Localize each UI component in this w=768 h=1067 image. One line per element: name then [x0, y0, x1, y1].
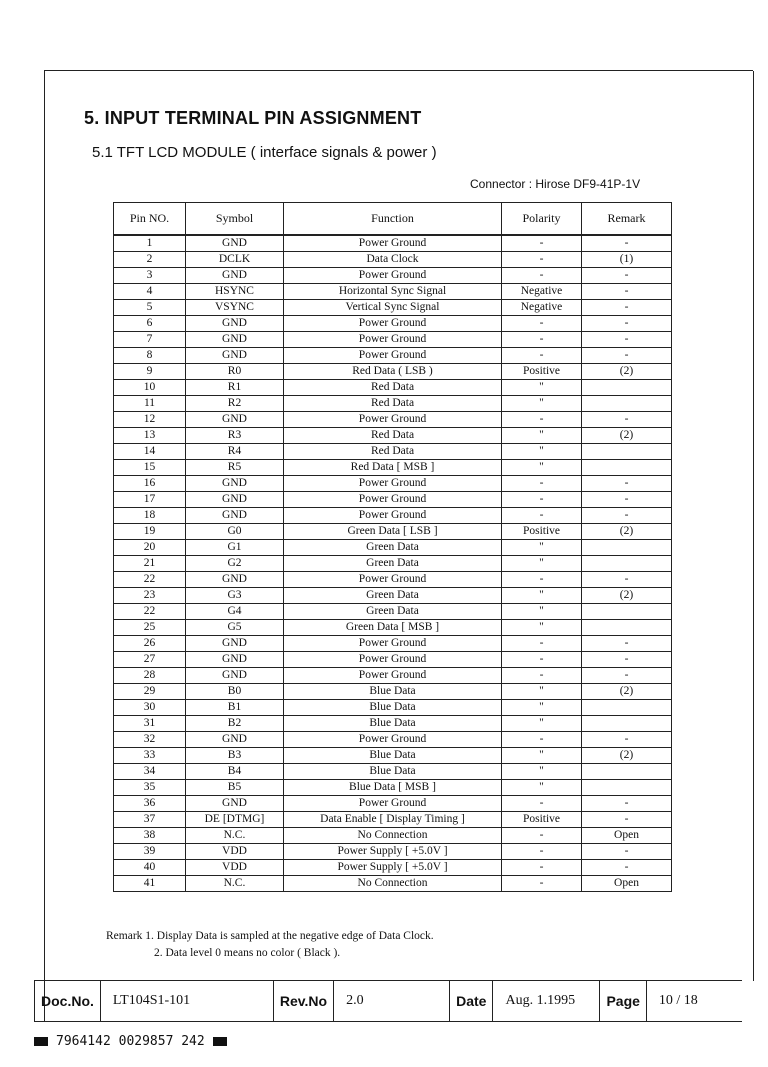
cell-symbol: GND: [186, 332, 284, 348]
cell-pin-no: 23: [114, 588, 186, 604]
cell-polarity: -: [502, 732, 582, 748]
cell-pin-no: 28: [114, 668, 186, 684]
cell-pin-no: 19: [114, 524, 186, 540]
cell-symbol: DE [DTMG]: [186, 812, 284, 828]
cell-symbol: N.C.: [186, 876, 284, 892]
table-row: [114, 860, 672, 876]
cell-pin-no: 11: [114, 396, 186, 412]
remark-2: 2. Data level 0 means no color ( Black ).: [154, 947, 341, 959]
cell-pin-no: 13: [114, 428, 186, 444]
cell-pin-no: 25: [114, 620, 186, 636]
cell-remark: [582, 780, 672, 796]
cell-polarity: ": [502, 428, 582, 444]
cell-function: Power Supply [ +5.0V ]: [284, 844, 502, 860]
header-remark: Remark: [582, 203, 672, 236]
remark-1: Remark 1. Display Data is sampled at the negative edge of Data Clock.: [106, 930, 434, 942]
cell-function: Power Supply [ +5.0V ]: [284, 860, 502, 876]
table-row: [114, 235, 672, 252]
cell-polarity: -: [502, 668, 582, 684]
cell-pin-no: 27: [114, 652, 186, 668]
header-symbol: Symbol: [186, 203, 284, 236]
cell-symbol: R4: [186, 444, 284, 460]
table-row: [114, 492, 672, 508]
cell-remark: -: [582, 796, 672, 812]
cell-function: Power Ground: [284, 668, 502, 684]
cell-symbol: VSYNC: [186, 300, 284, 316]
cell-pin-no: 6: [114, 316, 186, 332]
cell-polarity: -: [502, 476, 582, 492]
cell-symbol: G5: [186, 620, 284, 636]
cell-symbol: GND: [186, 796, 284, 812]
table-row: [114, 540, 672, 556]
cell-function: Red Data [ MSB ]: [284, 460, 502, 476]
cell-pin-no: 29: [114, 684, 186, 700]
cell-symbol: R5: [186, 460, 284, 476]
cell-remark: [582, 540, 672, 556]
table-row: [114, 796, 672, 812]
cell-polarity: ": [502, 540, 582, 556]
cell-polarity: -: [502, 636, 582, 652]
cell-symbol: GND: [186, 348, 284, 364]
cell-remark: [582, 764, 672, 780]
cell-polarity: -: [502, 316, 582, 332]
cell-remark: [582, 700, 672, 716]
cell-symbol: G2: [186, 556, 284, 572]
table-row: [114, 300, 672, 316]
date-label: Date: [449, 981, 493, 1021]
table-row: [114, 700, 672, 716]
table-row: [114, 380, 672, 396]
cell-polarity: -: [502, 412, 582, 428]
cell-symbol: R0: [186, 364, 284, 380]
cell-symbol: G4: [186, 604, 284, 620]
table-row: [114, 812, 672, 828]
table-row: [114, 428, 672, 444]
table-row: [114, 732, 672, 748]
page-label: Page: [599, 981, 646, 1021]
barcode-line: [34, 1034, 227, 1049]
cell-function: Green Data: [284, 588, 502, 604]
cell-function: Power Ground: [284, 476, 502, 492]
table-row: [114, 524, 672, 540]
cell-function: Power Ground: [284, 796, 502, 812]
cell-polarity: ": [502, 684, 582, 700]
cell-symbol: GND: [186, 235, 284, 252]
cell-polarity: ": [502, 460, 582, 476]
table-row: [114, 268, 672, 284]
cell-function: Green Data: [284, 604, 502, 620]
table-row: [114, 620, 672, 636]
cell-function: Power Ground: [284, 268, 502, 284]
cell-pin-no: 3: [114, 268, 186, 284]
cell-polarity: -: [502, 860, 582, 876]
cell-remark: (2): [582, 524, 672, 540]
cell-function: Data Clock: [284, 252, 502, 268]
cell-function: Power Ground: [284, 636, 502, 652]
cell-remark: -: [582, 636, 672, 652]
cell-polarity: ": [502, 764, 582, 780]
cell-symbol: VDD: [186, 860, 284, 876]
header-pin-no: Pin NO.: [114, 203, 186, 236]
cell-remark: -: [582, 812, 672, 828]
cell-remark: [582, 380, 672, 396]
cell-pin-no: 15: [114, 460, 186, 476]
cell-polarity: -: [502, 796, 582, 812]
cell-function: Green Data [ LSB ]: [284, 524, 502, 540]
cell-pin-no: 2: [114, 252, 186, 268]
table-row: [114, 364, 672, 380]
cell-polarity: -: [502, 828, 582, 844]
cell-remark: [582, 716, 672, 732]
cell-symbol: R3: [186, 428, 284, 444]
cell-remark: [582, 604, 672, 620]
date-value: Aug. 1.1995: [505, 993, 576, 1008]
cell-polarity: -: [502, 652, 582, 668]
cell-function: Green Data: [284, 556, 502, 572]
subsection-heading: 5.1 TFT LCD MODULE ( interface signals & power ): [92, 144, 437, 161]
cell-symbol: GND: [186, 412, 284, 428]
cell-polarity: ": [502, 380, 582, 396]
remarks: [106, 928, 434, 962]
cell-symbol: GND: [186, 572, 284, 588]
table-row: [114, 780, 672, 796]
cell-symbol: GND: [186, 476, 284, 492]
section-heading: 5. INPUT TERMINAL PIN ASSIGNMENT: [84, 108, 422, 128]
cell-polarity: ": [502, 780, 582, 796]
cell-pin-no: 5: [114, 300, 186, 316]
cell-symbol: GND: [186, 732, 284, 748]
cell-remark: [582, 444, 672, 460]
cell-symbol: N.C.: [186, 828, 284, 844]
table-row: [114, 828, 672, 844]
table-row: [114, 460, 672, 476]
cell-function: Blue Data: [284, 700, 502, 716]
cell-function: No Connection: [284, 876, 502, 892]
cell-polarity: ": [502, 748, 582, 764]
table-row: [114, 316, 672, 332]
cell-pin-no: 12: [114, 412, 186, 428]
cell-polarity: -: [502, 268, 582, 284]
cell-symbol: G1: [186, 540, 284, 556]
cell-symbol: GND: [186, 492, 284, 508]
cell-remark: Open: [582, 876, 672, 892]
cell-polarity: -: [502, 252, 582, 268]
cell-remark: (2): [582, 748, 672, 764]
cell-pin-no: 20: [114, 540, 186, 556]
cell-symbol: DCLK: [186, 252, 284, 268]
cell-function: Red Data ( LSB ): [284, 364, 502, 380]
table-row: [114, 476, 672, 492]
barcode-block-left: [34, 1037, 48, 1046]
cell-symbol: B3: [186, 748, 284, 764]
cell-symbol: B1: [186, 700, 284, 716]
table-row: [114, 764, 672, 780]
table-row: [114, 444, 672, 460]
cell-pin-no: 32: [114, 732, 186, 748]
table-row: [114, 348, 672, 364]
cell-remark: -: [582, 268, 672, 284]
cell-function: Power Ground: [284, 316, 502, 332]
cell-symbol: R1: [186, 380, 284, 396]
cell-pin-no: 7: [114, 332, 186, 348]
cell-symbol: B2: [186, 716, 284, 732]
cell-polarity: ": [502, 620, 582, 636]
cell-remark: -: [582, 668, 672, 684]
cell-polarity: Positive: [502, 524, 582, 540]
cell-function: Green Data: [284, 540, 502, 556]
cell-polarity: ": [502, 588, 582, 604]
cell-polarity: ": [502, 396, 582, 412]
cell-remark: -: [582, 348, 672, 364]
cell-pin-no: 1: [114, 235, 186, 252]
cell-function: Horizontal Sync Signal: [284, 284, 502, 300]
cell-polarity: Negative: [502, 284, 582, 300]
cell-pin-no: 35: [114, 780, 186, 796]
cell-function: Blue Data [ MSB ]: [284, 780, 502, 796]
cell-pin-no: 9: [114, 364, 186, 380]
cell-polarity: Positive: [502, 364, 582, 380]
cell-pin-no: 14: [114, 444, 186, 460]
pin-assignment-table: [113, 202, 672, 892]
cell-function: Blue Data: [284, 748, 502, 764]
cell-function: Power Ground: [284, 235, 502, 252]
cell-remark: -: [582, 476, 672, 492]
cell-polarity: -: [502, 235, 582, 252]
table-row: [114, 332, 672, 348]
cell-function: Red Data: [284, 428, 502, 444]
doc-no-value: LT104S1-101: [112, 993, 191, 1008]
barcode-block-right: [213, 1037, 227, 1046]
cell-function: Red Data: [284, 380, 502, 396]
cell-remark: -: [582, 316, 672, 332]
cell-polarity: -: [502, 348, 582, 364]
cell-pin-no: 22: [114, 572, 186, 588]
table-row: [114, 876, 672, 892]
cell-polarity: -: [502, 876, 582, 892]
cell-pin-no: 10: [114, 380, 186, 396]
cell-symbol: B5: [186, 780, 284, 796]
cell-symbol: G3: [186, 588, 284, 604]
cell-pin-no: 21: [114, 556, 186, 572]
cell-function: Green Data [ MSB ]: [284, 620, 502, 636]
cell-pin-no: 36: [114, 796, 186, 812]
table-row: [114, 556, 672, 572]
cell-polarity: -: [502, 492, 582, 508]
cell-function: Power Ground: [284, 412, 502, 428]
cell-symbol: GND: [186, 268, 284, 284]
cell-pin-no: 30: [114, 700, 186, 716]
table-row: [114, 604, 672, 620]
cell-function: Vertical Sync Signal: [284, 300, 502, 316]
cell-pin-no: 16: [114, 476, 186, 492]
cell-remark: (1): [582, 252, 672, 268]
table-row: [114, 572, 672, 588]
cell-polarity: -: [502, 572, 582, 588]
table-row: [114, 508, 672, 524]
header-polarity: Polarity: [502, 203, 582, 236]
cell-polarity: -: [502, 844, 582, 860]
rev-label: Rev.No: [273, 981, 334, 1021]
cell-remark: -: [582, 492, 672, 508]
cell-pin-no: 26: [114, 636, 186, 652]
cell-pin-no: 33: [114, 748, 186, 764]
cell-function: Red Data: [284, 396, 502, 412]
cell-function: Power Ground: [284, 332, 502, 348]
cell-polarity: Positive: [502, 812, 582, 828]
cell-remark: (2): [582, 428, 672, 444]
document-footer: [34, 980, 742, 1022]
cell-polarity: -: [502, 508, 582, 524]
cell-polarity: ": [502, 700, 582, 716]
cell-symbol: GND: [186, 668, 284, 684]
cell-pin-no: 22: [114, 604, 186, 620]
cell-remark: [582, 620, 672, 636]
cell-symbol: B0: [186, 684, 284, 700]
table-row: [114, 748, 672, 764]
cell-function: Power Ground: [284, 508, 502, 524]
cell-polarity: ": [502, 556, 582, 572]
cell-pin-no: 8: [114, 348, 186, 364]
cell-function: Blue Data: [284, 716, 502, 732]
cell-remark: -: [582, 300, 672, 316]
cell-remark: -: [582, 508, 672, 524]
cell-function: Blue Data: [284, 684, 502, 700]
table-row: [114, 636, 672, 652]
cell-remark: [582, 556, 672, 572]
table-row: [114, 684, 672, 700]
cell-remark: Open: [582, 828, 672, 844]
table-row: [114, 716, 672, 732]
table-row: [114, 252, 672, 268]
cell-remark: -: [582, 844, 672, 860]
cell-pin-no: 34: [114, 764, 186, 780]
cell-remark: -: [582, 235, 672, 252]
barcode-text: 7964142 0029857 242: [56, 1034, 205, 1049]
cell-pin-no: 40: [114, 860, 186, 876]
rev-value: 2.0: [346, 993, 364, 1008]
cell-remark: (2): [582, 364, 672, 380]
cell-symbol: R2: [186, 396, 284, 412]
cell-polarity: ": [502, 444, 582, 460]
cell-pin-no: 4: [114, 284, 186, 300]
connector-note: Connector : Hirose DF9-41P-1V: [470, 177, 641, 191]
cell-function: Power Ground: [284, 732, 502, 748]
cell-remark: (2): [582, 588, 672, 604]
table-row: [114, 396, 672, 412]
cell-function: Blue Data: [284, 764, 502, 780]
table-row: [114, 668, 672, 684]
table-row: [114, 652, 672, 668]
cell-function: Data Enable [ Display Timing ]: [284, 812, 502, 828]
cell-remark: -: [582, 860, 672, 876]
cell-function: Power Ground: [284, 492, 502, 508]
cell-pin-no: 41: [114, 876, 186, 892]
cell-polarity: ": [502, 604, 582, 620]
cell-symbol: GND: [186, 652, 284, 668]
cell-function: Power Ground: [284, 652, 502, 668]
cell-remark: -: [582, 332, 672, 348]
page-value: 10 / 18: [658, 993, 698, 1008]
cell-pin-no: 31: [114, 716, 186, 732]
cell-remark: [582, 396, 672, 412]
table-row: [114, 412, 672, 428]
table-row: [114, 844, 672, 860]
table-row: [114, 588, 672, 604]
table-header-row: [114, 203, 672, 236]
cell-symbol: GND: [186, 316, 284, 332]
cell-symbol: GND: [186, 636, 284, 652]
cell-polarity: -: [502, 332, 582, 348]
cell-function: Power Ground: [284, 348, 502, 364]
cell-symbol: HSYNC: [186, 284, 284, 300]
cell-polarity: ": [502, 716, 582, 732]
cell-symbol: VDD: [186, 844, 284, 860]
cell-remark: (2): [582, 684, 672, 700]
table-row: [114, 284, 672, 300]
cell-remark: -: [582, 652, 672, 668]
cell-pin-no: 17: [114, 492, 186, 508]
cell-pin-no: 38: [114, 828, 186, 844]
cell-function: Power Ground: [284, 572, 502, 588]
cell-function: No Connection: [284, 828, 502, 844]
cell-remark: -: [582, 412, 672, 428]
cell-symbol: B4: [186, 764, 284, 780]
cell-symbol: G0: [186, 524, 284, 540]
doc-no-label: Doc.No.: [34, 981, 101, 1021]
cell-function: Red Data: [284, 444, 502, 460]
cell-pin-no: 37: [114, 812, 186, 828]
cell-remark: -: [582, 732, 672, 748]
cell-pin-no: 39: [114, 844, 186, 860]
cell-remark: [582, 460, 672, 476]
cell-symbol: GND: [186, 508, 284, 524]
cell-remark: -: [582, 284, 672, 300]
header-function: Function: [284, 203, 502, 236]
cell-pin-no: 18: [114, 508, 186, 524]
cell-remark: -: [582, 572, 672, 588]
cell-polarity: Negative: [502, 300, 582, 316]
